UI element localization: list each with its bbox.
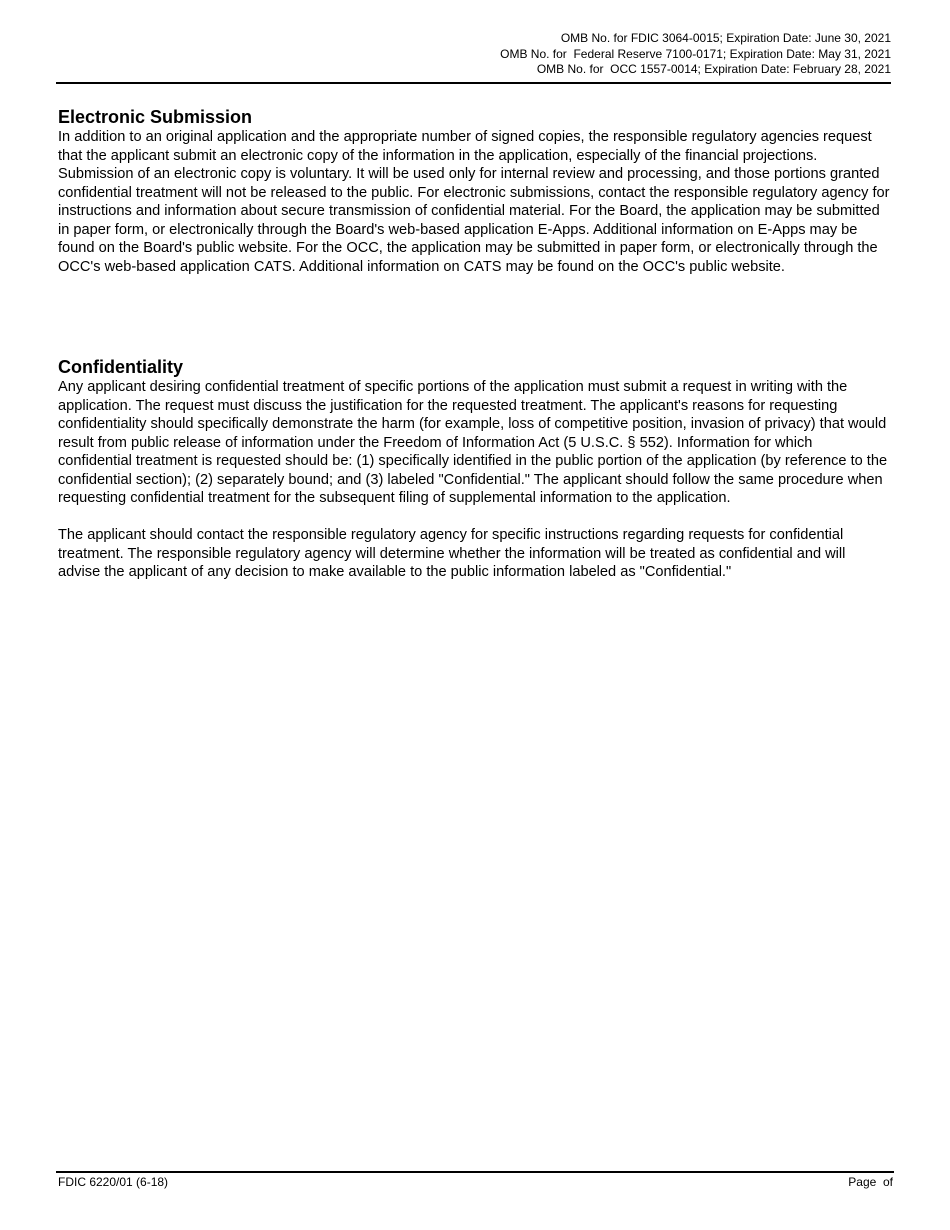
page-number-label: Page of — [848, 1175, 893, 1189]
section-title-electronic-submission: Electronic Submission — [58, 107, 253, 127]
omb-header — [500, 31, 891, 78]
form-number: FDIC 6220/01 (6-18) — [58, 1175, 169, 1189]
omb-line-occ: OMB No. for OCC 1557-0014; Expiration Date: February 28, 2021 — [536, 62, 891, 76]
electronic-submission-paragraph: In addition to an original application and the appropriate number of signed copies, the responsible regulatory agencies request that the applicant submit an electronic copy of the information in the application, especially of the financial projections. Submission of an electronic copy is voluntary. It will be used only for internal review and processing, and those portions granted confidential treatment will not be released to the public. For electronic submissions, contact the responsible regulatory agency for instructions and information about secure transmission of confidential material. For the Board, the application may be submitted in paper form, or electronically through the Board's web-based application E-Apps. Additional information on E-Apps may be found on the Board's public website. For the OCC, the application may be submitted in paper form, or electronically through the OCC's web-based application CATS. Additional information on CATS may be found on the OCC's public website. — [58, 129, 890, 275]
omb-line-federal-reserve: OMB No. for Federal Reserve 7100-0171; Expiration Date: May 31, 2021 — [500, 46, 891, 61]
section-title-confidentiality: Confidentiality — [58, 357, 183, 377]
omb-line-fdic: OMB No. for FDIC 3064-0015; Expiration Date: June 30, 2021 — [560, 31, 891, 45]
header-divider — [56, 82, 891, 84]
confidentiality-paragraph-2: The applicant should contact the responsible regulatory agency for specific instructions regarding requests for confidential treatment. The responsible regulatory agency will determine whether the information will be treated as confidential and will advise the applicant of any decision to make available to the public information labeled as "Confidential." — [58, 527, 846, 580]
section-confidentiality — [58, 356, 890, 582]
confidentiality-paragraph-1: Any applicant desiring confidential treatment of specific portions of the application must submit a request in writing with the application. The request must discuss the justification for the requested treatment. The applicant's reasons for requesting confidentiality should specifically demonstrate the harm (for example, loss of competitive position, invasion of privacy) that would result from public release of information under the Freedom of Information Act (5 U.S.C. § 552). Information for which confidential treatment is requested should be: (1) specifically identified in the public portion of the application (by reference to the confidential section); (2) separately bound; and (3) labeled "Confidential." The applicant should follow the same procedure when requesting confidential treatment for the subsequent filing of supplemental information to the application. — [58, 379, 888, 506]
section-electronic-submission — [58, 106, 890, 276]
footer-divider — [56, 1171, 894, 1173]
